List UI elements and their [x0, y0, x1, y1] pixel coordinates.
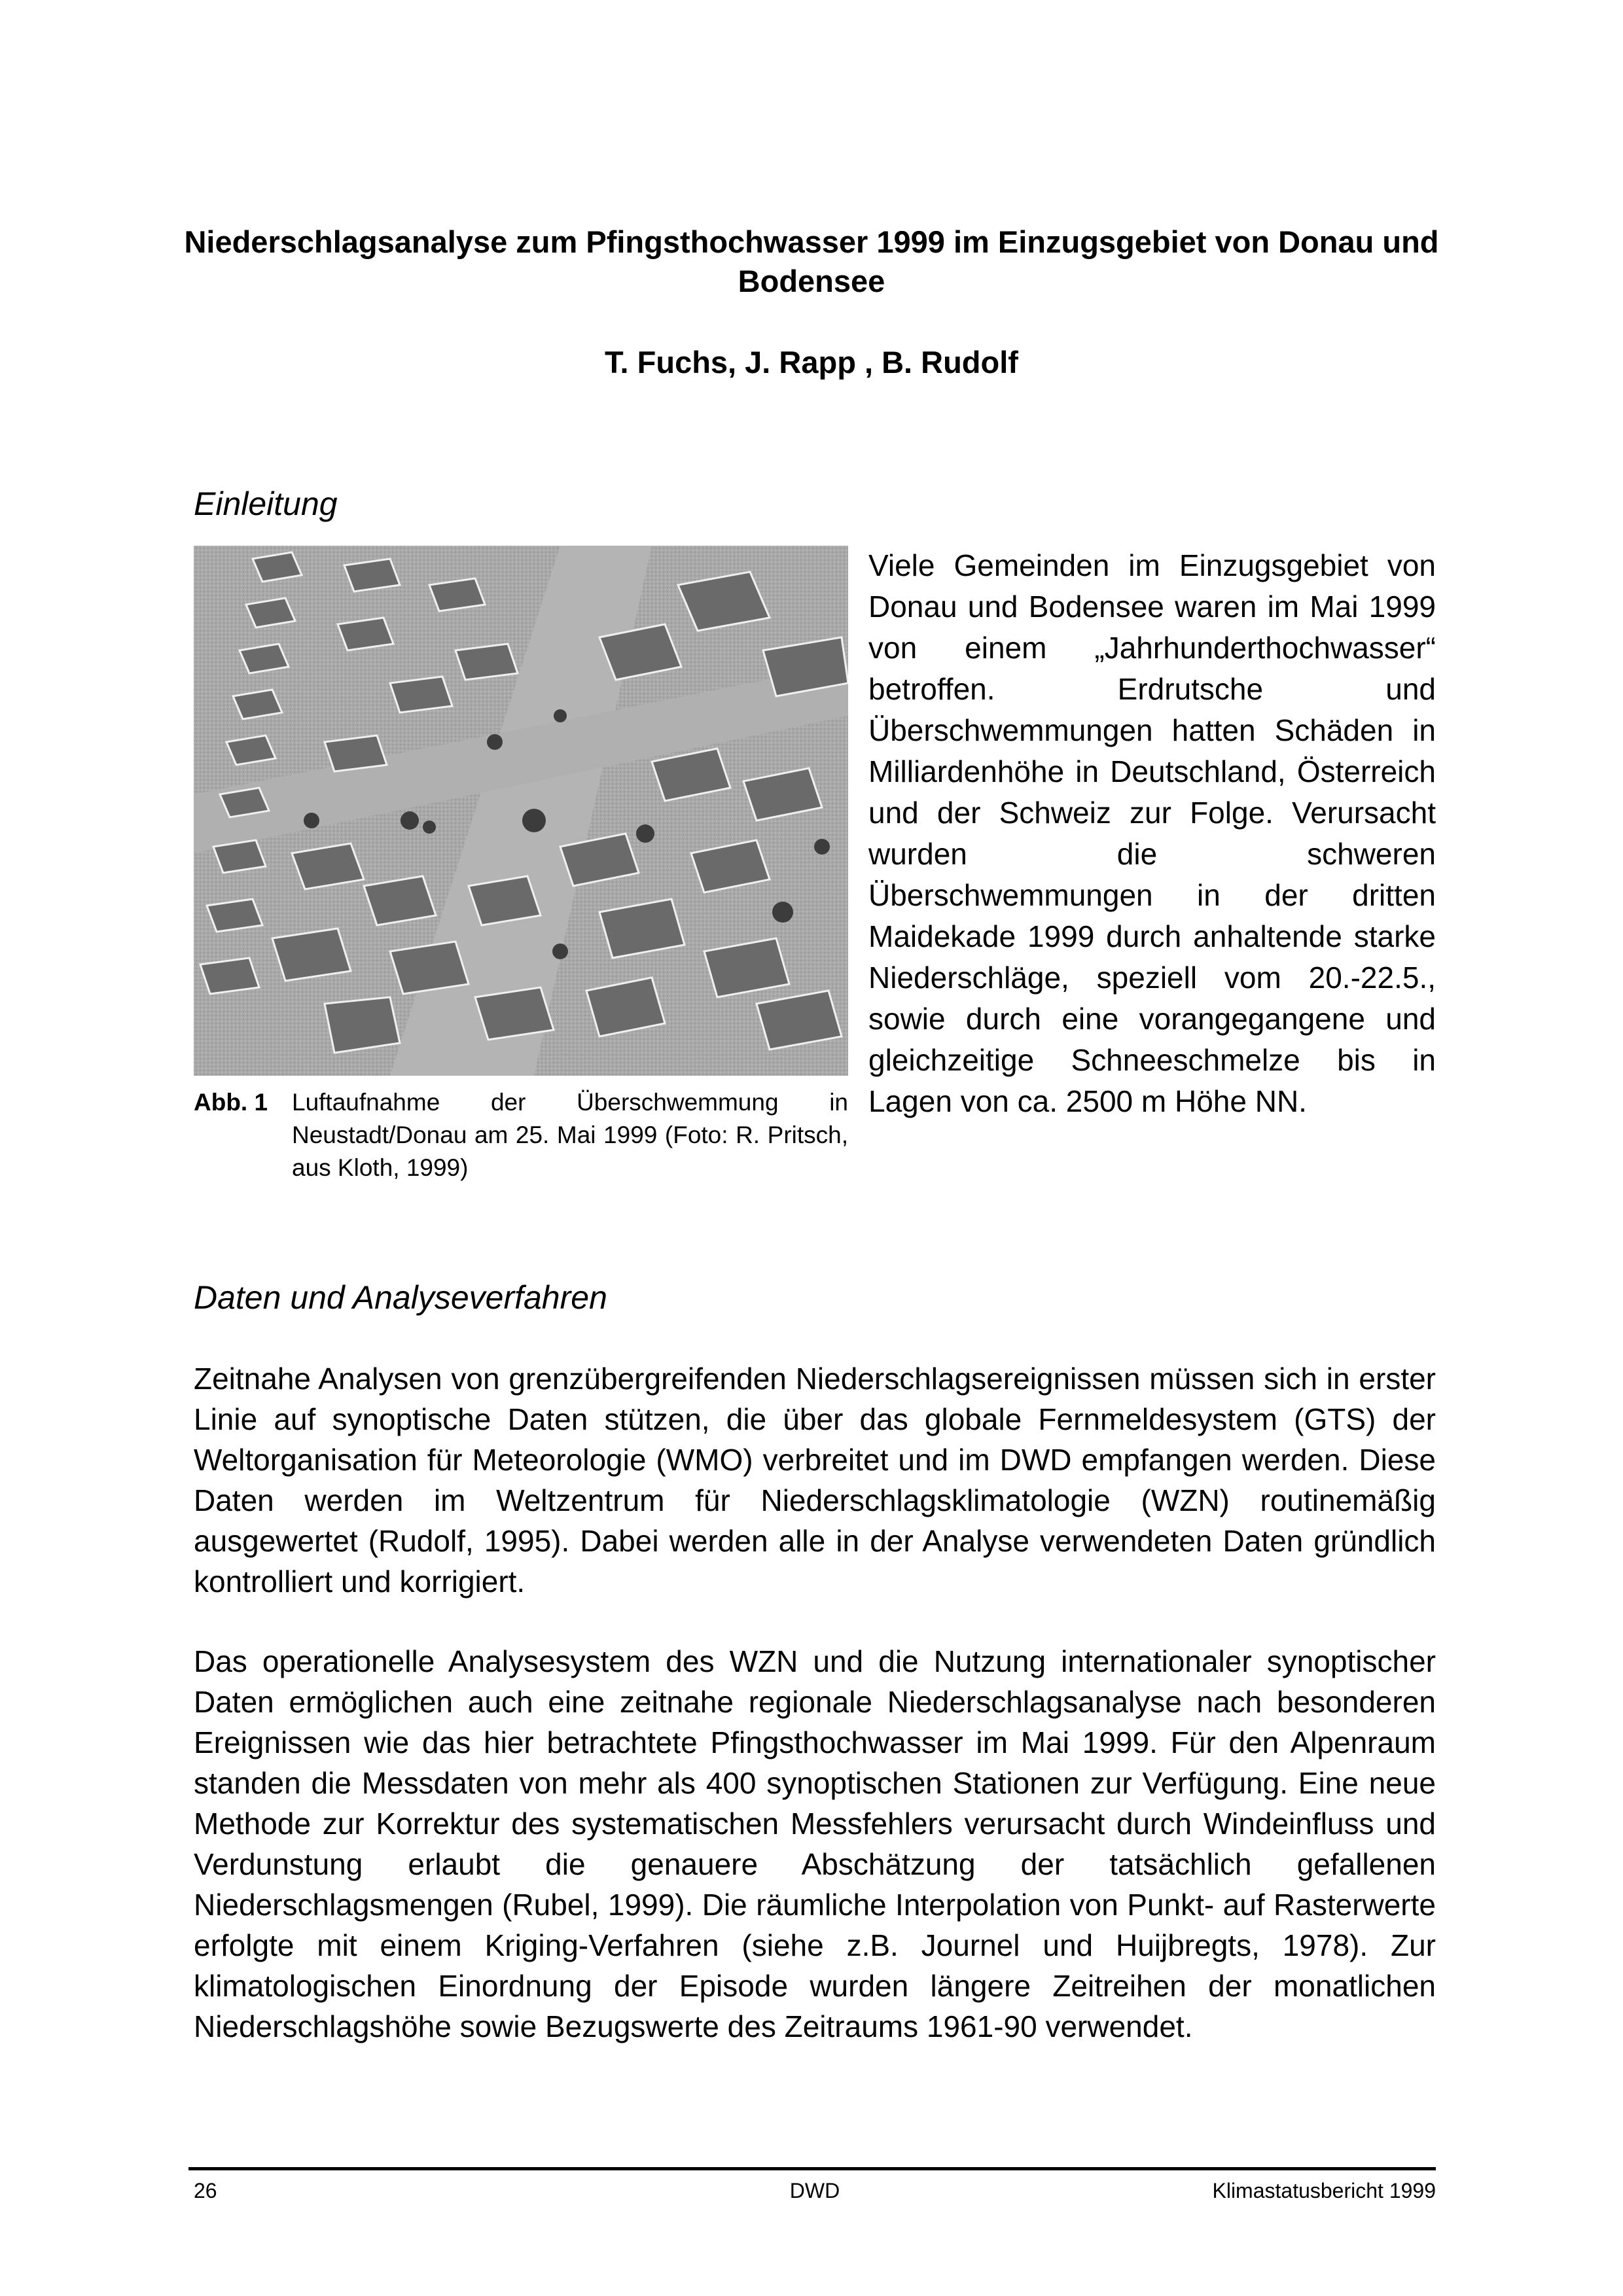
- data-paragraph-1: Zeitnahe Analysen von grenzübergreifenden Niederschlagsereignissen müssen sich in erster Linie auf synoptische Daten stützen, die über das globale Fernmeldesystem (GTS) der Weltorganisation für Meteorologie (WMO) verbreitet und im DWD empfangen werden. Diese Daten werden im Weltzentrum für Niederschlagsklimatologie (WZN) routinemäßig ausgewertet (Rudolf, 1995). Dabei werden alle in der Analyse verwendeten Daten gründlich kontrolliert und korrigiert.: [194, 1362, 1436, 1598]
- aerial-flood-photo-illustration: [194, 546, 848, 1076]
- aerial-flood-photo: [194, 546, 848, 1076]
- page-number: 26: [194, 2179, 217, 2202]
- footer-divider: [188, 2167, 1436, 2170]
- footer-publisher: DWD: [789, 2179, 840, 2202]
- figure-caption-text: Luftaufnahme der Überschwemmung in Neustadt/Donau am 25. Mai 1999 (Foto: R. Pritsch, aus Kloth, 1999): [292, 1089, 848, 1181]
- data-paragraph-2: Das operationelle Analysesystem des WZN und die Nutzung internationaler synoptischer Daten ermöglichen auch eine zeitnahe regionale Niederschlagsanalyse nach besonderen Ereignissen wie das hier betrachtete Pfingsthochwasser im Mai 1999. Für den Alpenraum standen die Messdaten von mehr als 400 synoptischen Stationen zur Verfügung. Eine neue Methode zur Korrektur des systematischen Messfehlers verursacht durch Windeinfluss und Verdunstung erlaubt die genauere Abschätzung der tatsächlich gefallenen Niederschlagsmengen (Rubel, 1999). Die räumliche Interpolation von Punkt- auf Rasterwerte erfolgte mit einem Kriging-Verfahren (siehe z.B. Journel und Huijbregts, 1978). Zur klimatologischen Einordnung der Episode wurden längere Zeitreihen der monatlichen Niederschlagshöhe sowie Bezugswerte des Zeitraums 1961-90 verwendet.: [194, 1644, 1436, 2043]
- footer-publication: Klimastatusbericht 1999: [1212, 2179, 1436, 2202]
- intro-paragraph: Viele Gemeinden im Einzugsgebiet von Donau und Bodensee waren im Mai 1999 von einem „Jahrhunderthochwasser“ betroffen. Erdrutsche und Überschwemmungen hatten Schäden in Milliardenhöhe in Deutschland, Österreich und der Schweiz zur Folge. Verursacht wurden die schweren Überschwemmungen in der dritten Maidekade 1999 durch anhaltende starke Niederschläge, speziell vom 20.-22.5., sowie durch eine vorangegangene und gleichzeitige Schneeschmelze bis in Lagen von ca. 2500 m Höhe NN.: [868, 548, 1436, 1118]
- section-heading-introduction: Einleitung: [194, 486, 338, 522]
- article-authors: T. Fuchs, J. Rapp , B. Rudolf: [605, 345, 1018, 380]
- section-heading-data-methods: Daten und Analyseverfahren: [194, 1279, 607, 1316]
- article-title: Niederschlagsanalyse zum Pfingsthochwasser 1999 im Einzugsgebiet von Donau und Bodensee: [184, 224, 1439, 298]
- figure-label: Abb. 1: [194, 1089, 268, 1116]
